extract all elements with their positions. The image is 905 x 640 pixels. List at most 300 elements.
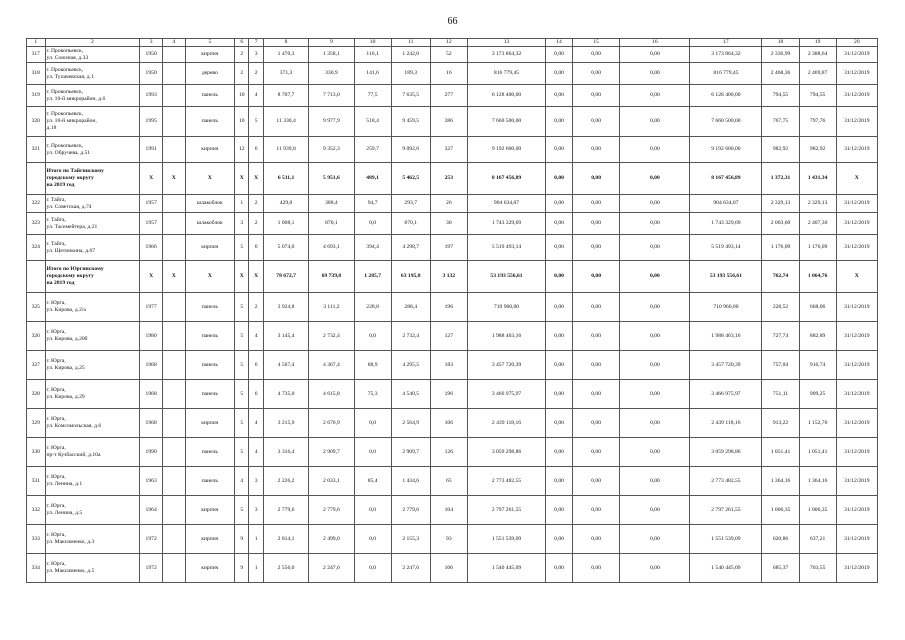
table-cell: панель — [185, 322, 234, 351]
table-cell: 104 — [430, 496, 467, 525]
table-cell — [162, 409, 185, 438]
table-cell: 116,1 — [354, 47, 391, 63]
table-row — [27, 322, 878, 351]
table-cell: 1 358,1 — [309, 47, 354, 63]
table-cell: 4 735,0 — [263, 380, 308, 409]
table-cell: 0,0 — [354, 409, 391, 438]
table-cell: 3 059 298,86 — [467, 438, 545, 467]
table-cell: 5 — [235, 409, 249, 438]
table-cell: 0,00 — [572, 107, 619, 137]
table-cell: 0,00 — [572, 525, 619, 554]
table-cell: 0,00 — [546, 85, 573, 107]
address-cell: г. Юрга, ул. Ленина, д.1 — [45, 467, 140, 496]
table-cell: 6 128 400,00 — [690, 85, 762, 107]
table-cell: 0,00 — [620, 525, 690, 554]
table-cell: 5 — [235, 351, 249, 380]
table-cell: 0,00 — [572, 195, 619, 213]
table-cell: 31/12/2019 — [836, 351, 877, 380]
table-cell: 31/12/2019 — [836, 85, 877, 107]
table-cell: 489,1 — [354, 163, 391, 195]
table-cell: 325 — [27, 293, 46, 322]
table-cell: 1 470,3 — [263, 47, 308, 63]
table-cell: X — [235, 261, 249, 293]
column-number-cell: 8 — [263, 39, 308, 47]
page-number: 66 — [447, 16, 458, 27]
table-cell: 751,11 — [762, 380, 799, 409]
table-cell: 2 468,36 — [762, 63, 799, 85]
table-cell: 1 434,6 — [391, 467, 430, 496]
table-cell: 913,22 — [762, 409, 799, 438]
table-row — [27, 380, 878, 409]
table-cell: 2 732,4 — [309, 322, 354, 351]
table-cell: 0,00 — [572, 293, 619, 322]
table-cell — [162, 293, 185, 322]
total-row — [27, 163, 878, 195]
table-cell: 4 — [235, 467, 249, 496]
table-cell: кирпич — [185, 496, 234, 525]
table-cell: 727,74 — [762, 322, 799, 351]
table-cell: 11 939,8 — [263, 137, 308, 163]
table-cell: панель — [185, 467, 234, 496]
table-cell: 321 — [27, 137, 46, 163]
table-cell: 816 779,45 — [690, 63, 762, 85]
table-cell: 4 298,7 — [391, 235, 430, 261]
table-cell: 320 — [27, 107, 46, 137]
table-cell: 2 — [249, 213, 263, 235]
table-cell: 5 — [235, 293, 249, 322]
table-cell: 762,74 — [762, 261, 799, 293]
table-cell: 0,00 — [546, 213, 573, 235]
table-cell: 757,04 — [762, 351, 799, 380]
table-cell: 620,86 — [762, 525, 799, 554]
table-cell: 10 — [235, 85, 249, 107]
table-cell — [162, 107, 185, 137]
table-cell: 189,3 — [391, 63, 430, 85]
table-cell: 2 388,64 — [799, 47, 836, 63]
table-cell: кирпич — [185, 409, 234, 438]
table-cell: 1972 — [140, 525, 163, 554]
column-number-cell: 17 — [690, 39, 762, 47]
table-cell: 2 — [235, 63, 249, 85]
table-cell: шлакоблок — [185, 195, 234, 213]
table-row — [27, 213, 878, 235]
table-cell: X — [836, 163, 877, 195]
table-cell: 31/12/2019 — [836, 380, 877, 409]
column-number-cell: 6 — [235, 39, 249, 47]
table-cell: 1 743 329,69 — [690, 213, 762, 235]
table-cell: 3 059 298,86 — [690, 438, 762, 467]
table-cell: 1 — [249, 554, 263, 583]
address-cell: г. Тайга, ул. Тасемейтера, д.21 — [45, 213, 140, 235]
address-cell: Итого по Юргинскому городскому округу на 2019 год — [45, 261, 140, 293]
table-cell: 31/12/2019 — [836, 525, 877, 554]
table-cell: 69 739,8 — [309, 261, 354, 293]
table-cell: 2 329,13 — [799, 195, 836, 213]
table-cell: 8 167 456,89 — [690, 163, 762, 195]
table-cell: 429,0 — [263, 195, 308, 213]
table-cell: 183 — [430, 351, 467, 380]
table-cell: 0,00 — [620, 195, 690, 213]
table-cell: 0,0 — [354, 322, 391, 351]
table-cell: 0,00 — [546, 467, 573, 496]
table-cell: 0,00 — [620, 554, 690, 583]
table-cell: 334 — [27, 554, 46, 583]
table-cell: кирпич — [185, 235, 234, 261]
table-body — [27, 39, 878, 583]
table-cell: 794,55 — [799, 85, 836, 107]
table-cell: 228,52 — [762, 293, 799, 322]
table-cell: 2 033,1 — [309, 467, 354, 496]
table-cell: 141,6 — [354, 63, 391, 85]
table-cell: 253 — [430, 163, 467, 195]
table-cell: 0,00 — [546, 525, 573, 554]
table-cell: 322 — [27, 195, 46, 213]
table-cell: 5 — [235, 322, 249, 351]
table-cell: 0,0 — [354, 525, 391, 554]
table-cell: X — [185, 261, 234, 293]
address-cell: Итого по Тайгинскому городскому округу на 2019 год — [45, 163, 140, 195]
table-cell: 2 439 118,16 — [690, 409, 762, 438]
table-cell: 2 909,7 — [309, 438, 354, 467]
table-row — [27, 409, 878, 438]
table-cell: 1991 — [140, 137, 163, 163]
column-number-cell: 15 — [572, 39, 619, 47]
table-cell: 1972 — [140, 554, 163, 583]
table-cell: 8 167 456,89 — [467, 163, 545, 195]
address-cell: г. Прокопьевск, ул. Обручева, д.51 — [45, 137, 140, 163]
table-cell: 394,4 — [354, 235, 391, 261]
table-cell: 388,4 — [309, 195, 354, 213]
table-cell: 386 — [430, 107, 467, 137]
table-cell: 0,00 — [546, 63, 573, 85]
table-cell: 4 567,4 — [263, 351, 308, 380]
table-cell: 288,4 — [391, 293, 430, 322]
table-cell: 2 329,13 — [762, 195, 799, 213]
table-cell: 2 499,0 — [309, 525, 354, 554]
table-cell: 0,00 — [620, 467, 690, 496]
table-cell: кирпич — [185, 137, 234, 163]
column-number-cell: 1 — [27, 39, 46, 47]
table-cell: 333 — [27, 525, 46, 554]
table-row — [27, 351, 878, 380]
table-cell: 0,00 — [546, 496, 573, 525]
table-row — [27, 107, 878, 137]
table-cell — [27, 163, 46, 195]
table-cell: 1 051,41 — [799, 438, 836, 467]
table-cell: панель — [185, 107, 234, 137]
table-cell: X — [235, 163, 249, 195]
table-cell: 53 193 556,61 — [467, 261, 545, 293]
table-cell: 126 — [430, 438, 467, 467]
table-cell: шлакоблок — [185, 213, 234, 235]
table-cell: 2 155,3 — [391, 525, 430, 554]
table-cell: 0,00 — [620, 63, 690, 85]
table-cell: 30 — [430, 213, 467, 235]
table-cell: 0,00 — [546, 293, 573, 322]
table-cell: 0,00 — [546, 137, 573, 163]
table-cell: 31/12/2019 — [836, 47, 877, 63]
table-cell — [162, 351, 185, 380]
table-cell: 2 — [249, 63, 263, 85]
table-cell: 710 960,00 — [690, 293, 762, 322]
table-cell: 77,5 — [354, 85, 391, 107]
table-cell: 5 — [235, 235, 249, 261]
table-cell: 3 — [249, 47, 263, 63]
table-cell: 870,1 — [391, 213, 430, 235]
table-cell: 31/12/2019 — [836, 195, 877, 213]
table-cell: 916,74 — [799, 351, 836, 380]
table-cell: 797,76 — [799, 107, 836, 137]
table-cell: X — [249, 163, 263, 195]
table-cell: X — [162, 261, 185, 293]
table-cell: 0,0 — [354, 554, 391, 583]
table-cell: 0,00 — [620, 351, 690, 380]
table-cell: X — [836, 261, 877, 293]
table-cell: 767,75 — [762, 107, 799, 137]
table-cell: 127 — [430, 322, 467, 351]
table-cell: 1 051,41 — [762, 438, 799, 467]
table-cell: 0,00 — [572, 213, 619, 235]
table-row — [27, 195, 878, 213]
table-cell: 5 — [235, 496, 249, 525]
table-cell: 3 457 720,39 — [467, 351, 545, 380]
table-cell — [162, 554, 185, 583]
table-cell: 329 — [27, 409, 46, 438]
table-cell — [162, 322, 185, 351]
table-cell: 794,55 — [762, 85, 799, 107]
table-cell: 319 — [27, 85, 46, 107]
table-cell: 327 — [27, 351, 46, 380]
table-cell: 228,8 — [354, 293, 391, 322]
table-cell — [162, 63, 185, 85]
table-cell: 7 660 500,00 — [467, 107, 545, 137]
table-cell: 904 634,07 — [467, 195, 545, 213]
table-cell: кирпич — [185, 47, 234, 63]
table-cell: 4 — [249, 85, 263, 107]
address-cell: г. Прокопьевск, ул. Союзная, д.33 — [45, 47, 140, 63]
table-cell: панель — [185, 85, 234, 107]
table-cell: 324 — [27, 235, 46, 261]
table-cell: 106 — [430, 409, 467, 438]
table-cell: 0,00 — [620, 293, 690, 322]
table-cell: 1 006,35 — [799, 496, 836, 525]
table-cell: 0,00 — [620, 163, 690, 195]
housing-table — [26, 38, 878, 583]
table-cell: 1968 — [140, 351, 163, 380]
table-cell: 6 — [249, 137, 263, 163]
address-cell: г. Юрга, ул. Максименко, д.3 — [45, 525, 140, 554]
table-cell: 2 779,6 — [391, 496, 430, 525]
table-cell: 0,00 — [620, 107, 690, 137]
table-cell: 816 779,45 — [467, 63, 545, 85]
table-cell: 330,9 — [309, 63, 354, 85]
table-cell: 1 285,7 — [354, 261, 391, 293]
table-cell: 2 556,0 — [263, 554, 308, 583]
table-cell: 106 — [430, 554, 467, 583]
table-cell: 5 074,0 — [263, 235, 308, 261]
table-cell: 0,00 — [572, 351, 619, 380]
column-number-cell: 20 — [836, 39, 877, 47]
table-row — [27, 85, 878, 107]
table-cell: 518,4 — [354, 107, 391, 137]
table-cell: 52 — [430, 47, 467, 63]
table-cell: 0,00 — [572, 163, 619, 195]
table-cell: дерево — [185, 63, 234, 85]
column-number-cell: 18 — [762, 39, 799, 47]
table-cell: 1993 — [140, 85, 163, 107]
table-cell: 0,00 — [572, 322, 619, 351]
table-cell: 0,00 — [572, 137, 619, 163]
table-cell: 1 540 445,09 — [690, 554, 762, 583]
table-cell: 3 111,2 — [309, 293, 354, 322]
table-cell — [27, 261, 46, 293]
column-number-cell: 16 — [620, 39, 690, 47]
table-cell: 0,00 — [572, 235, 619, 261]
table-cell: 3 173 864,32 — [467, 47, 545, 63]
table-cell: 2 670,9 — [309, 409, 354, 438]
table-cell: 0,0 — [354, 213, 391, 235]
column-number-cell: 2 — [45, 39, 140, 47]
column-number-cell: 14 — [546, 39, 573, 47]
table-cell: 0,00 — [546, 195, 573, 213]
table-cell: 9 — [235, 554, 249, 583]
column-number-cell: 4 — [162, 39, 185, 47]
table-cell: 0,00 — [546, 409, 573, 438]
table-cell: 870,1 — [309, 213, 354, 235]
table-cell: 85,4 — [354, 467, 391, 496]
table-cell: 7 660 500,00 — [690, 107, 762, 137]
address-cell: г. Тайга, ул. Щетинкина, д.67 — [45, 235, 140, 261]
table-cell: 1 364,16 — [799, 467, 836, 496]
table-cell: 293,7 — [391, 195, 430, 213]
column-number-row — [27, 39, 878, 47]
table-cell: 2 773 482,55 — [690, 467, 762, 496]
table-row — [27, 293, 878, 322]
table-cell: 5 519 493,14 — [690, 235, 762, 261]
table-cell: 1 364,16 — [762, 467, 799, 496]
table-cell: 0,00 — [572, 554, 619, 583]
table-cell: 0,00 — [620, 261, 690, 293]
table-cell — [162, 195, 185, 213]
table-cell: 2 732,4 — [391, 322, 430, 351]
table-cell: 3 215,9 — [263, 409, 308, 438]
table-cell: 326 — [27, 322, 46, 351]
table-row — [27, 47, 878, 63]
table-cell: 0,00 — [620, 235, 690, 261]
table-cell: 197 — [430, 235, 467, 261]
table-cell: 31/12/2019 — [836, 213, 877, 235]
table-cell: 2 — [235, 47, 249, 63]
table-cell: 5 462,5 — [391, 163, 430, 195]
table-cell: 31/12/2019 — [836, 293, 877, 322]
table-cell: 371,3 — [263, 63, 308, 85]
address-cell: г. Юрга, ул. Ленина, д.5 — [45, 496, 140, 525]
column-number-cell: 7 — [249, 39, 263, 47]
table-cell: 2 247,6 — [391, 554, 430, 583]
table-cell: 2 407,30 — [799, 213, 836, 235]
table-cell: 0,00 — [620, 47, 690, 63]
table-cell: X — [140, 163, 163, 195]
table-cell: 5 951,6 — [309, 163, 354, 195]
address-cell: г. Прокопьевск, ул. Тупачевская, д.1 — [45, 63, 140, 85]
table-cell: 1 743 329,69 — [467, 213, 545, 235]
table-cell: 4 693,1 — [309, 235, 354, 261]
table-cell: 1 431,34 — [799, 163, 836, 195]
table-cell: X — [140, 261, 163, 293]
table-cell: 75,3 — [354, 380, 391, 409]
table-cell: 6 511,1 — [263, 163, 308, 195]
table-cell: 6 — [249, 235, 263, 261]
table-cell: 1 540 445,09 — [467, 554, 545, 583]
table-cell: 196 — [430, 293, 467, 322]
address-cell: г. Прокопьевск, ул. 10-й микрорайон, д.18 — [45, 107, 140, 137]
table-cell: 0,00 — [572, 47, 619, 63]
table-cell: 31/12/2019 — [836, 137, 877, 163]
table-cell: 31/12/2019 — [836, 438, 877, 467]
table-cell: 2 — [249, 293, 263, 322]
table-cell: 93 — [430, 525, 467, 554]
table-cell: 0,00 — [572, 85, 619, 107]
table-cell: 1966 — [140, 235, 163, 261]
table-cell: 710 960,00 — [467, 293, 545, 322]
table-cell: 0,00 — [620, 496, 690, 525]
table-cell: 703,55 — [799, 554, 836, 583]
table-cell: 0,00 — [546, 47, 573, 63]
table-cell: 1968 — [140, 380, 163, 409]
table-cell: 882,89 — [799, 322, 836, 351]
table-cell: 2 469,87 — [799, 63, 836, 85]
table-cell: X — [249, 261, 263, 293]
table-cell: 9 — [235, 525, 249, 554]
table-cell: 1 242,0 — [391, 47, 430, 63]
table-row — [27, 496, 878, 525]
table-cell: 10 — [235, 107, 249, 137]
table-cell: 53 193 556,61 — [690, 261, 762, 293]
table-cell: 0,00 — [572, 438, 619, 467]
table-cell: 1 — [235, 195, 249, 213]
table-cell: 317 — [27, 47, 46, 63]
table-cell: 9 092,6 — [391, 137, 430, 163]
table-cell: 31/12/2019 — [836, 107, 877, 137]
table-cell: 0,00 — [572, 63, 619, 85]
table-cell: 1 152,70 — [799, 409, 836, 438]
table-cell: 2 797 261,55 — [467, 496, 545, 525]
table-cell: 9 977,9 — [309, 107, 354, 137]
table-cell: 3 — [249, 496, 263, 525]
table-cell: 3 — [249, 467, 263, 496]
table-cell: 3 466 975,97 — [690, 380, 762, 409]
table-cell: 8 707,7 — [263, 85, 308, 107]
table-cell: 1957 — [140, 213, 163, 235]
table-cell: 31/12/2019 — [836, 496, 877, 525]
table-cell — [162, 467, 185, 496]
table-cell: 31/12/2019 — [836, 63, 877, 85]
table-cell: 3 457 720,39 — [690, 351, 762, 380]
table-cell: 6 — [249, 351, 263, 380]
table-cell: 1980 — [140, 322, 163, 351]
table-cell: 31/12/2019 — [836, 235, 877, 261]
table-cell: 1963 — [140, 467, 163, 496]
table-cell: 11 330,4 — [263, 107, 308, 137]
table-cell: 1950 — [140, 47, 163, 63]
table-cell: кирпич — [185, 525, 234, 554]
table-cell: 1995 — [140, 107, 163, 137]
table-cell: 2 247,6 — [309, 554, 354, 583]
table-cell: 16 — [430, 63, 467, 85]
table-cell: 0,00 — [546, 438, 573, 467]
table-cell — [162, 47, 185, 63]
table-cell: 3 924,8 — [263, 293, 308, 322]
